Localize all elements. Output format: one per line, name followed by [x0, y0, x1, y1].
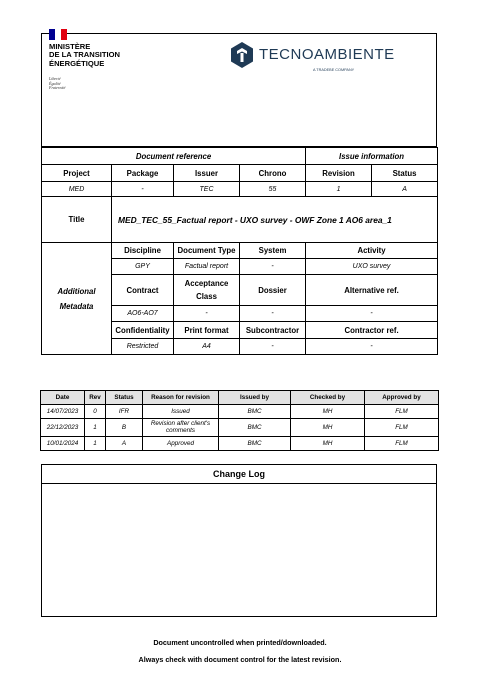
republic-motto: Liberté Égalité Fraternité [49, 76, 66, 91]
checked-by: MH [291, 419, 365, 437]
french-flag-icon [49, 29, 67, 40]
acceptance-class-label: Acceptance Class [174, 275, 240, 306]
issued-by: BMC [219, 419, 291, 437]
tecnoambiente-logo-icon [231, 42, 253, 68]
column-header: Date [41, 391, 85, 405]
project-label: Project [42, 165, 112, 182]
document-reference-heading: Document reference [42, 148, 306, 165]
change-log-box [41, 464, 437, 617]
company-tagline: A TRADEBE COMPANY [313, 68, 355, 72]
revision-header-row [41, 391, 439, 405]
title-label: Title [42, 197, 112, 243]
approved-by: FLM [365, 405, 439, 419]
footer-note: Always check with document control for the latest revision. [138, 655, 342, 664]
column-header: Checked by [291, 391, 365, 405]
revision-date: 14/07/2023 [41, 405, 85, 419]
print-format-value: A4 [174, 339, 240, 355]
revision-number: 1 [85, 419, 106, 437]
contract-label: Contract [112, 275, 174, 306]
revision-status: A [106, 437, 143, 451]
issuer-label: Issuer [174, 165, 240, 182]
package-label: Package [112, 165, 174, 182]
document-type-label: Document Type [174, 243, 240, 259]
revision-reason: Revision after client's comments [143, 419, 219, 437]
dossier-value: - [240, 306, 306, 322]
company-name: TECNOAMBIENTE [259, 46, 395, 63]
alternative-ref-label: Alternative ref. [306, 275, 438, 306]
acceptance-class-value: - [174, 306, 240, 322]
subcontractor-value: - [240, 339, 306, 355]
issue-information-heading: Issue information [306, 148, 438, 165]
issued-by: BMC [219, 437, 291, 451]
revision-date: 10/01/2024 [41, 437, 85, 451]
subcontractor-label: Subcontractor [240, 322, 306, 339]
checked-by: MH [291, 405, 365, 419]
package-value: - [112, 182, 174, 197]
contractor-ref-value: - [306, 339, 438, 355]
document-title: MED_TEC_55_Factual report - UXO survey - OWF Zone 1 AO6 area_1 [112, 197, 438, 243]
alternative-ref-value: - [306, 306, 438, 322]
column-header: Reason for revision [143, 391, 219, 405]
table-row [41, 437, 439, 451]
revision-reason: Approved [143, 437, 219, 451]
activity-value: UXO survey [306, 259, 438, 275]
system-label: System [240, 243, 306, 259]
discipline-label: Discipline [112, 243, 174, 259]
document-metadata-table [41, 147, 438, 355]
approved-by: FLM [365, 437, 439, 451]
checked-by: MH [291, 437, 365, 451]
issued-by: BMC [219, 405, 291, 419]
revision-label: Revision [306, 165, 372, 182]
project-value: MED [42, 182, 112, 197]
contractor-ref-label: Contractor ref. [306, 322, 438, 339]
footer-note: Document uncontrolled when printed/downloaded. [153, 638, 327, 647]
print-format-label: Print format [174, 322, 240, 339]
column-header: Rev [85, 391, 106, 405]
table-row [41, 405, 439, 419]
change-log-heading: Change Log [42, 465, 436, 484]
column-header: Approved by [365, 391, 439, 405]
confidentiality-value: Restricted [112, 339, 174, 355]
activity-label: Activity [306, 243, 438, 259]
system-value: - [240, 259, 306, 275]
status-value: A [372, 182, 438, 197]
contract-value: AO6-AO7 [112, 306, 174, 322]
issuer-value: TEC [174, 182, 240, 197]
column-header: Status [106, 391, 143, 405]
revision-value: 1 [306, 182, 372, 197]
document-type-value: Factual report [174, 259, 240, 275]
revision-status: B [106, 419, 143, 437]
dossier-label: Dossier [240, 275, 306, 306]
status-label: Status [372, 165, 438, 182]
ministry-name: MINISTÈRE DE LA TRANSITION ÉNERGÉTIQUE [49, 42, 121, 68]
revision-status: IFR [106, 405, 143, 419]
confidentiality-label: Confidentiality [112, 322, 174, 339]
revision-number: 1 [85, 437, 106, 451]
chrono-value: 55 [240, 182, 306, 197]
discipline-value: GPY [112, 259, 174, 275]
revision-number: 0 [85, 405, 106, 419]
revision-reason: Issued [143, 405, 219, 419]
revision-date: 22/12/2023 [41, 419, 85, 437]
column-header: Issued by [219, 391, 291, 405]
revision-history-table [40, 390, 439, 451]
additional-metadata-label: Additional Metadata [42, 243, 112, 355]
table-row [41, 419, 439, 437]
approved-by: FLM [365, 419, 439, 437]
chrono-label: Chrono [240, 165, 306, 182]
